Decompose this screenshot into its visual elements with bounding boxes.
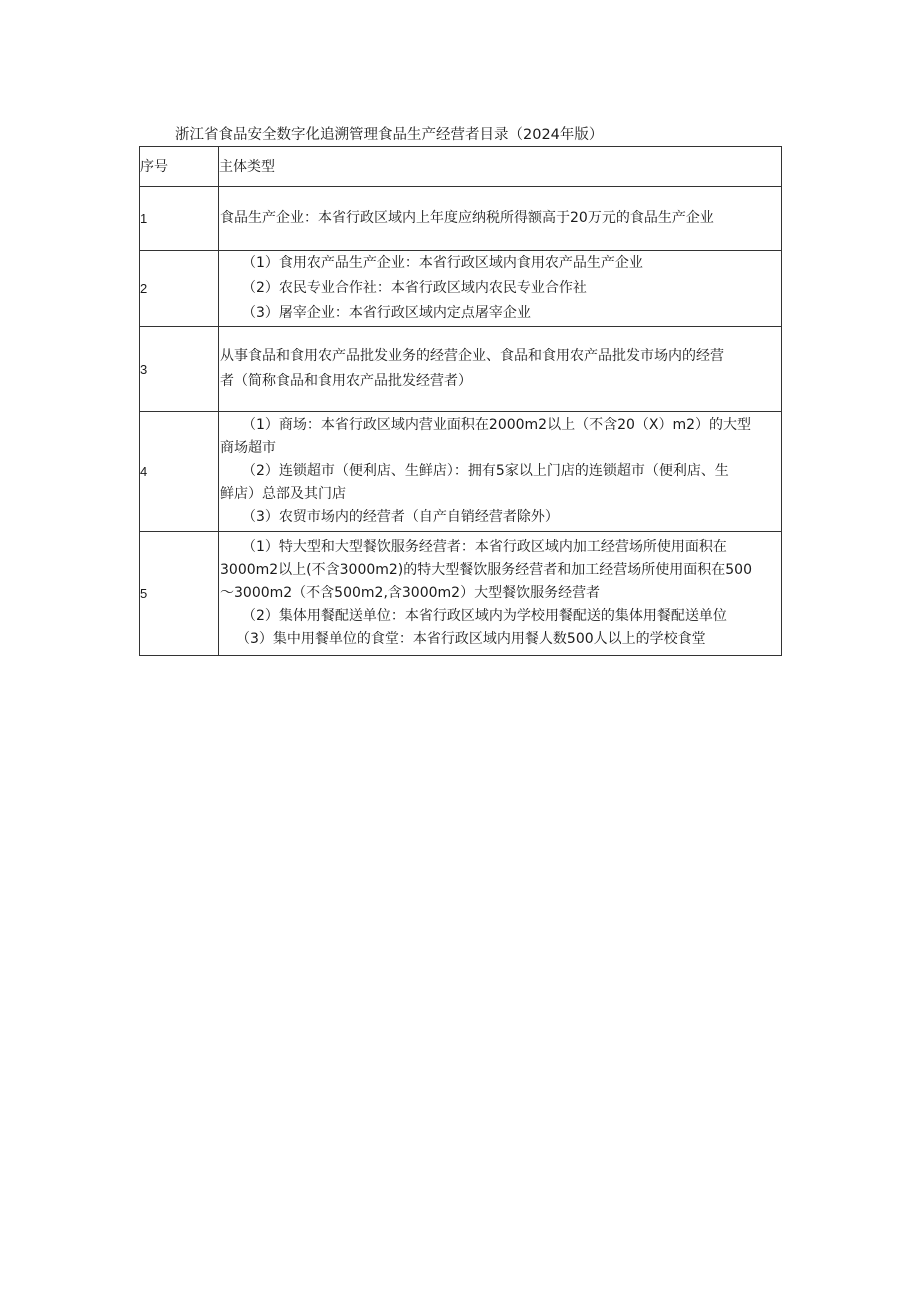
table-row	[140, 412, 782, 532]
document-title: 浙江省食品安全数字化追溯管理食品生产经营者目录（2024年版）	[175, 127, 604, 143]
type-line: （1）特大型和大型餐饮服务经营者：本省行政区域内加工经营场所使用面积在	[242, 539, 727, 555]
type-line: （1）商场：本省行政区域内营业面积在2000m2以上（不含20（X）m2）的大型	[242, 417, 752, 433]
row-number: 3	[140, 327, 219, 412]
type-line: 商场超市	[220, 440, 276, 456]
type-line: （3）屠宰企业：本省行政区域内定点屠宰企业	[242, 305, 531, 321]
row-number: 1	[140, 187, 219, 251]
row-number: 2	[140, 251, 219, 327]
type-line: （2）连锁超市（便利店、生鲜店）：拥有5家以上门店的连锁超市（便利店、生	[242, 463, 729, 479]
table-row	[140, 187, 782, 251]
type-line: （3）农贸市场内的经营者（自产自销经营者除外）	[242, 509, 559, 525]
type-line: 食品生产企业：本省行政区域内上年度应纳税所得额高于20万元的食品生产企业	[220, 210, 714, 226]
row-type-cell	[219, 187, 782, 251]
table-row	[140, 327, 782, 412]
type-line: （2）农民专业合作社：本省行政区域内农民专业合作社	[242, 280, 587, 296]
type-line: 3000m2以上(不含3000m2)的特大型餐饮服务经营者和加工经营场所使用面积在500	[220, 562, 752, 578]
row-number: 4	[140, 412, 219, 532]
table-header-row	[140, 147, 782, 187]
type-line: ～3000m2（不含500m2,含3000m2）大型餐饮服务经营者	[220, 585, 601, 601]
row-number: 5	[140, 532, 219, 656]
row-type-cell	[219, 327, 782, 412]
catalog-table	[139, 146, 782, 656]
header-no: 序号	[140, 147, 219, 187]
row-type-cell	[219, 532, 782, 656]
type-line: （3）集中用餐单位的食堂：本省行政区域内用餐人数500人以上的学校食堂	[236, 631, 706, 647]
type-line: （1）食用农产品生产企业：本省行政区域内食用农产品生产企业	[242, 255, 643, 271]
header-type: 主体类型	[219, 147, 782, 187]
type-line: 者（简称食品和食用农产品批发经营者）	[220, 373, 472, 389]
type-line: 鲜店）总部及其门店	[220, 486, 346, 502]
table-row	[140, 532, 782, 656]
type-line: 从事食品和食用农产品批发业务的经营企业、食品和食用农产品批发市场内的经营	[220, 348, 724, 364]
type-line: （2）集体用餐配送单位：本省行政区域内为学校用餐配送的集体用餐配送单位	[242, 608, 727, 624]
table-row	[140, 251, 782, 327]
row-type-cell	[219, 251, 782, 327]
row-type-cell	[219, 412, 782, 532]
